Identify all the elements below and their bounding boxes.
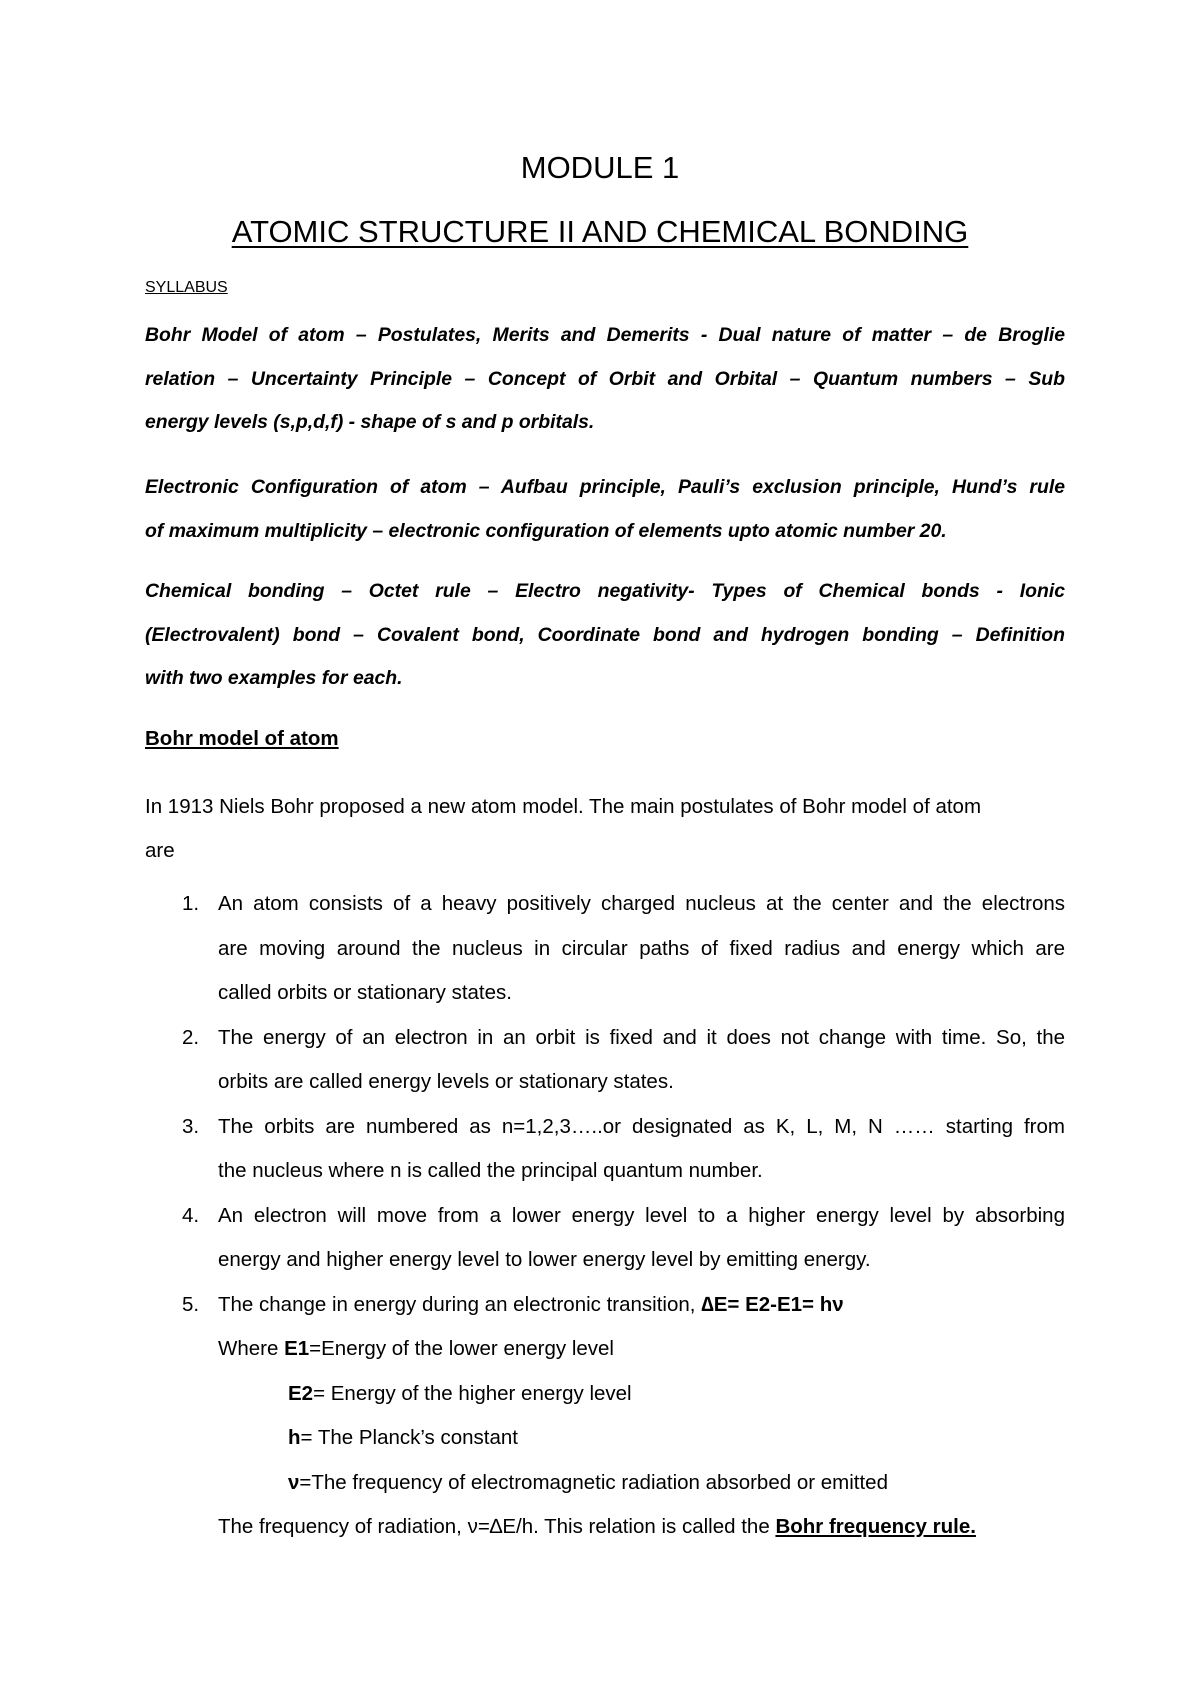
intro-line: are [145, 838, 175, 862]
syllabus-label: SYLLABUS [145, 279, 228, 296]
syllabus-line: Electronic Configuration of atom – Aufbau principle, Pauli’s exclusion principle, Hund’s rule [145, 476, 1065, 498]
list-item-line: The orbits are numbered as n=1,2,3…..or designated as K, L, M, N …… starting from [218, 1114, 1065, 1138]
syllabus-line: energy levels (s,p,d,f) - shape of s and p orbitals. [145, 411, 595, 433]
list-item [145, 1194, 1065, 1283]
definition-text: = Energy of the higher energy level [313, 1381, 632, 1405]
module-number: MODULE 1 [520, 150, 680, 185]
symbol-e1: E1 [284, 1337, 310, 1360]
symbol-h: h [288, 1426, 301, 1449]
list-number: 2. [182, 1025, 200, 1049]
list-item-line: An electron will move from a lower energy level to a higher energy level by absorbing [218, 1203, 1065, 1227]
list-item [145, 882, 1065, 1016]
syllabus-paragraph-bonding [145, 570, 1065, 701]
postulates-list [145, 882, 1065, 1550]
formula-definitions [145, 1327, 1065, 1550]
definition-text: =The frequency of electromagnetic radiation absorbed or emitted [299, 1470, 888, 1494]
list-number: 1. [182, 892, 200, 915]
syllabus-line: with two examples for each. [145, 667, 403, 689]
syllabus-paragraph-configuration [145, 466, 1065, 553]
list-item-line: An atom consists of a heavy positively charged nucleus at the center and the electrons [218, 892, 1065, 915]
syllabus-paragraph-bohr [145, 314, 1065, 445]
list-item-line [218, 1283, 1065, 1328]
symbol-e2: E2 [288, 1381, 314, 1405]
where-label: Where [218, 1337, 285, 1360]
definition-nu [218, 1461, 1065, 1506]
energy-formula: ∆E= E2-E1= hν [701, 1292, 844, 1316]
list-item-line: are moving around the nucleus in circular paths of fixed radius and energy which are [218, 936, 1065, 960]
list-number: 3. [182, 1114, 200, 1138]
syllabus-line: (Electrovalent) bond – Covalent bond, Coordinate bond and hydrogen bonding – Definition [145, 623, 1065, 646]
page-title: ATOMIC STRUCTURE II AND CHEMICAL BONDING [231, 214, 969, 249]
definition-text: =Energy of the lower energy level [309, 1337, 614, 1360]
list-item-line: energy and higher energy level to lower energy level by emitting energy. [218, 1248, 871, 1271]
section-heading-bohr-model: Bohr model of atom [145, 727, 339, 750]
intro-paragraph [145, 785, 1065, 872]
intro-line: In 1913 Niels Bohr proposed a new atom model. The main postulates of Bohr model of atom [145, 795, 982, 818]
list-item-line: the nucleus where n is called the principal quantum number. [218, 1159, 763, 1182]
list-item-line: called orbits or stationary states. [218, 981, 512, 1004]
syllabus-line: of maximum multiplicity – electronic configuration of elements upto atomic number 20. [145, 519, 947, 542]
transition-text: The change in energy during an electronic transition, [218, 1292, 702, 1316]
list-item [145, 1105, 1065, 1194]
bohr-frequency-rule: Bohr frequency rule. [775, 1515, 976, 1538]
definition-text: = The Planck’s constant [300, 1426, 519, 1449]
syllabus-line: relation – Uncertainty Principle – Concept of Orbit and Orbital – Quantum numbers – Sub [145, 367, 1065, 390]
definition-e1 [218, 1327, 1065, 1372]
definition-e2 [218, 1372, 1065, 1417]
list-item-line: orbits are called energy levels or stationary states. [218, 1070, 674, 1093]
frequency-text: The frequency of radiation, ν=∆E/h. This relation is called the [218, 1515, 776, 1538]
list-item [145, 1283, 1065, 1328]
list-number: 5. [182, 1292, 200, 1316]
list-item-line: The energy of an electron in an orbit is fixed and it does not change with time. So, the [218, 1025, 1065, 1049]
definition-h [218, 1416, 1065, 1461]
list-item [145, 1016, 1065, 1105]
symbol-nu: ν [288, 1470, 300, 1494]
frequency-rule-line [218, 1505, 1065, 1550]
list-number: 4. [182, 1203, 200, 1227]
syllabus-line: Bohr Model of atom – Postulates, Merits and Demerits - Dual nature of matter – de Broglie [145, 324, 1065, 346]
syllabus-line: Chemical bonding – Octet rule – Electro negativity- Types of Chemical bonds - Ionic [145, 580, 1065, 602]
